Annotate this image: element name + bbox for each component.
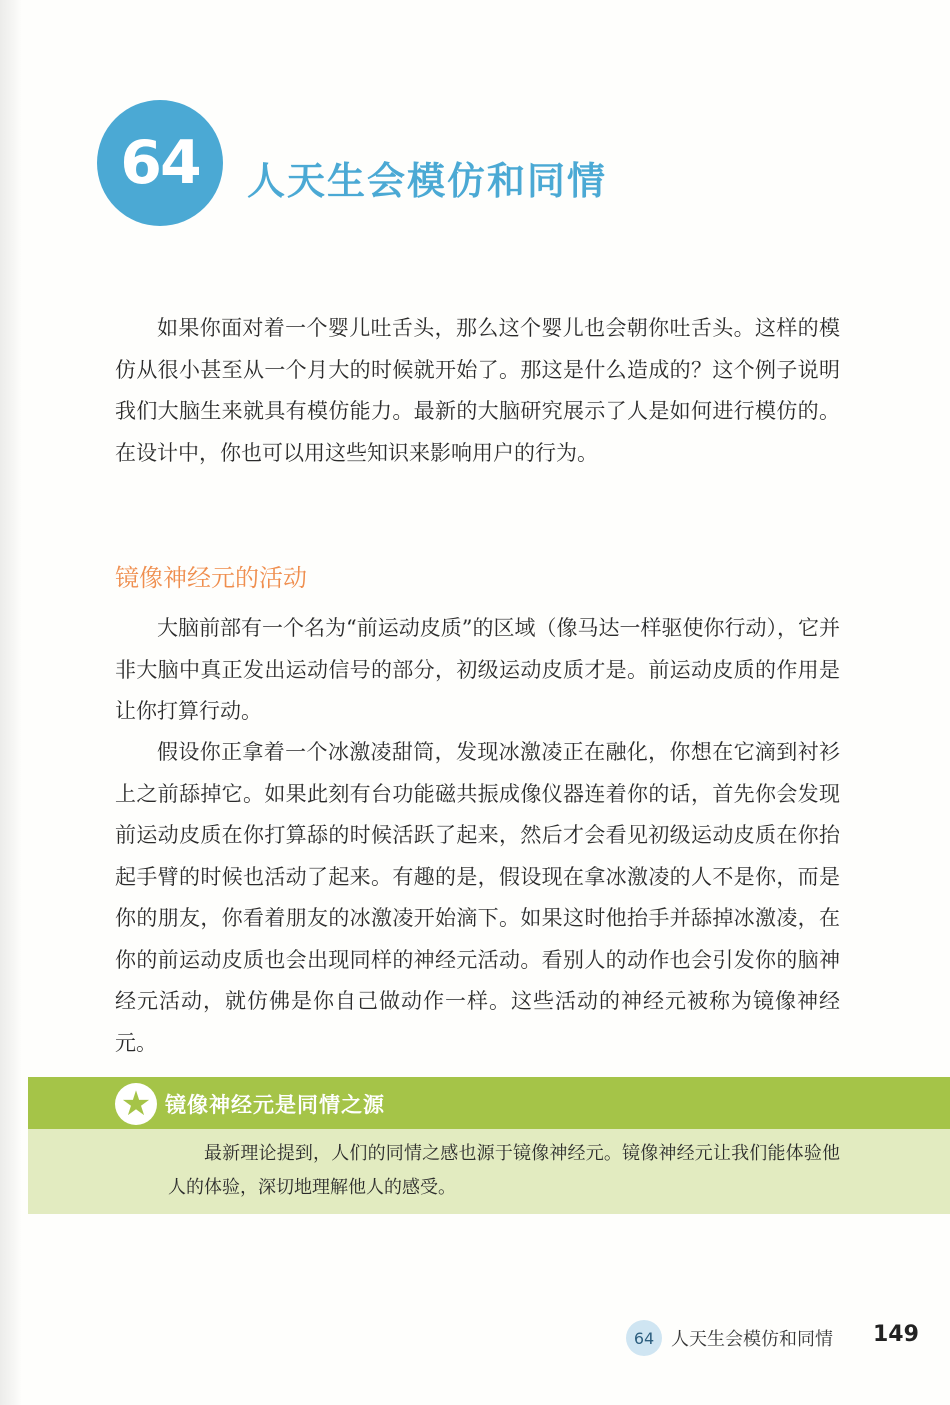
footer-chapter-badge <box>626 1320 662 1356</box>
callout-star-badge <box>115 1083 157 1125</box>
callout-title: 镜像神经元是同情之源 <box>165 1093 385 1117</box>
section-heading: 镜像神经元的活动 <box>115 564 307 592</box>
page-spine-shadow <box>0 0 22 1405</box>
star-icon: ★ <box>120 1084 152 1124</box>
chapter-number-badge <box>97 100 223 226</box>
page-number: 149 <box>873 1322 919 1347</box>
chapter-title: 人天生会模仿和同情 <box>247 159 608 203</box>
footer-chapter-title: 人天生会模仿和同情 <box>671 1329 833 1350</box>
intro-paragraph: 如果你面对着一个婴儿吐舌头，那么这个婴儿也会朝你吐舌头。这样的模仿从很小甚至从一个月大的时候就开始了。那这是什么造成的？这个例子说明我们大脑生来就具有模仿能力。最新的大脑研究展示了人是如何进行模仿的。在设计中，你也可以用这些知识来影响用户的行为。 <box>115 316 840 465</box>
body-paragraph-2: 假设你正拿着一个冰激凌甜筒，发现冰激凌正在融化，你想在它滴到衬衫上之前舔掉它。如果此刻有台功能磁共振成像仪器连着你的话，首先你会发现前运动皮质在你打算舔的时候活跃了起来，然后才会看见初级运动皮质在你抬起手臂的时候也活动了起来。有趣的是，假设现在拿冰激凌的人不是你，而是你的朋友，你看着朋友的冰激凌开始滴下。如果这时他抬手并舔掉冰激凌，在你的前运动皮质也会出现同样的神经元活动。看别人的动作也会引发你的脑神经元活动，就仿佛是你自己做动作一样。这些活动的神经元被称为镜像神经元。 <box>115 740 840 1055</box>
callout-text: 最新理论提到，人们的同情之感也源于镜像神经元。镜像神经元让我们能体验他人的体验，深切地理解他人的感受。 <box>168 1143 840 1198</box>
footer-chapter-number: 64 <box>633 1328 655 1348</box>
body-paragraph-1: 大脑前部有一个名为“前运动皮质”的区域（像马达一样驱使你行动），它并非大脑中真正发出运动信号的部分，初级运动皮质才是。前运动皮质的作用是让你打算行动。 <box>115 616 840 723</box>
chapter-number: 64 <box>120 128 200 198</box>
